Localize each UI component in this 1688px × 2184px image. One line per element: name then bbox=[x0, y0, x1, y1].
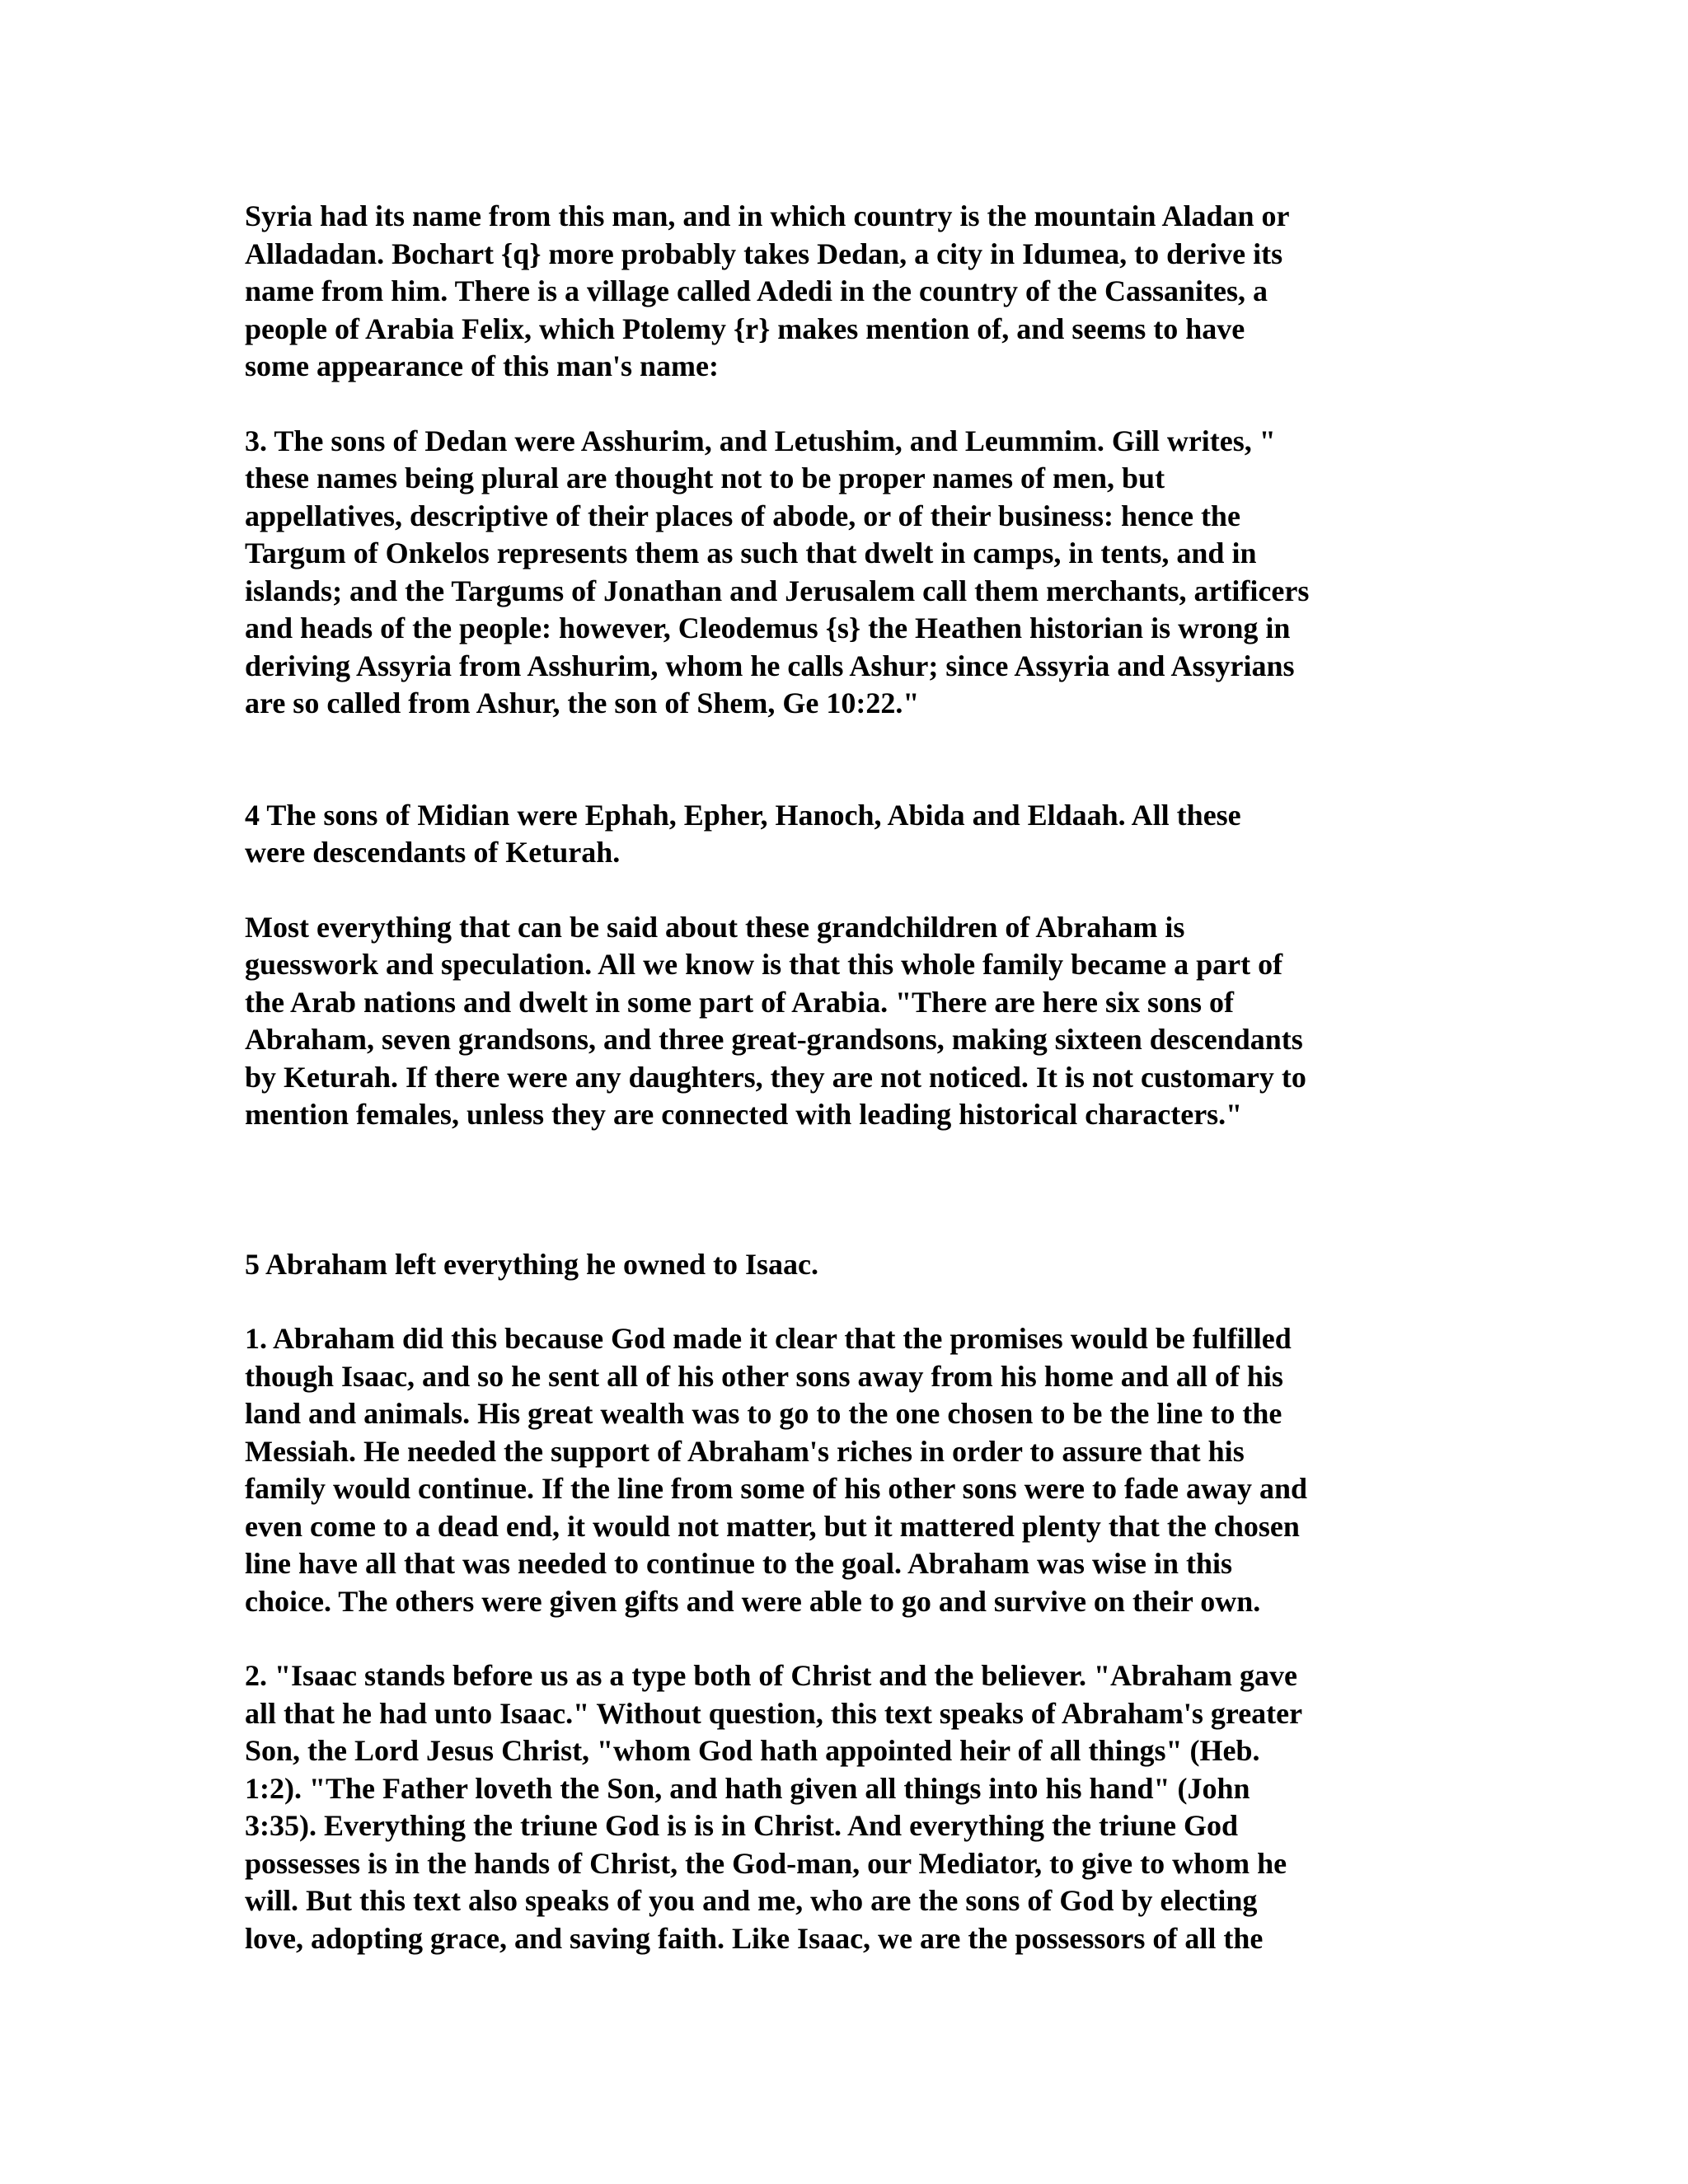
paragraph-spacer bbox=[245, 723, 1448, 797]
paragraph-spacer bbox=[245, 872, 1448, 909]
paragraph-spacer bbox=[245, 1134, 1448, 1246]
paragraph-spacer bbox=[245, 386, 1448, 423]
paragraph-grandchildren: Most everything that can be said about these grandchildren of Abraham is guesswork and speculation. All we know is that this whole family became a part of the Arab nations and dwelt in some part of Arabia. "There are here six sons of Abraham, seven grandsons, and three great-grandsons, making sixteen descendants by Keturah. If there were any daughters, they are not noticed. It is not customary to mention females, unless they are connected with leading historical characters." bbox=[245, 910, 1306, 1131]
paragraph-dedan-origin: Syria had its name from this man, and in which country is the mountain Aladan or Alladadan. Bochart {q} more probably takes Dedan, a city in Idumea, to derive its name from him. There is a village called Adedi in the country of the Cassanites, a people of Arabia Felix, which Ptolemy {r} makes mention of, and seems to have some appearance of this man's name: bbox=[245, 199, 1290, 382]
document-page bbox=[245, 198, 1448, 1957]
paragraph-sons-of-dedan: 3. The sons of Dedan were Asshurim, and Letushim, and Leummim. Gill writes, " these names being plural are thought not to be proper names of men, but appellatives, descriptive of their places of abode, or of their business: hence the Targum of Onkelos represents them as such that dwelt in camps, in tents, and in islands; and the Targums of Jonathan and Jerusalem call them merchants, artificers and heads of the people: however, Cleodemus {s} the Heathen historian is wrong in deriving Assyria from Asshurim, whom he calls Ashur; since Assyria and Assyrians are so called from Ashur, the son of Shem, Ge 10:22." bbox=[245, 424, 1310, 719]
paragraph-spacer bbox=[245, 1620, 1448, 1657]
paragraph-verse-4: 4 The sons of Midian were Ephah, Epher, Hanoch, Abida and Eldaah. All these were descendants of Keturah. bbox=[245, 798, 1241, 869]
paragraph-point-2: 2. "Isaac stands before us as a type both of Christ and the believer. "Abraham gave all that he had unto Isaac." Without question, this text speaks of Abraham's greater Son, the Lord Jesus Christ, "whom God hath appointed heir of all things" (Heb. 1:2). "The Father loveth the Son, and hath given all things into his hand" (John 3:35). Everything the triune God is is in Christ. And everything the triune God possesses is in the hands of Christ, the God-man, our Mediator, to give to whom he will. But this text also speaks of you and me, who are the sons of God by electing love, adopting grace, and saving faith. Like Isaac, we are the possessors of all the bbox=[245, 1659, 1303, 1955]
paragraph-point-1: 1. Abraham did this because God made it clear that the promises would be fulfilled though Isaac, and so he sent all of his other sons away from his home and all of his land and animals. His great wealth was to go to the one chosen to be the line to the Messiah. He needed the support of Abraham's riches in order to assure that his family would continue. If the line from some of his other sons were to fade away and even come to a dead end, it would not matter, but it mattered plenty that the chosen line have all that was needed to continue to the goal. Abraham was wise in this choice. The others were given gifts and were able to go and survive on their own. bbox=[245, 1322, 1307, 1618]
paragraph-spacer bbox=[245, 1283, 1448, 1320]
paragraph-verse-5: 5 Abraham left everything he owned to Isaac. bbox=[245, 1247, 818, 1281]
